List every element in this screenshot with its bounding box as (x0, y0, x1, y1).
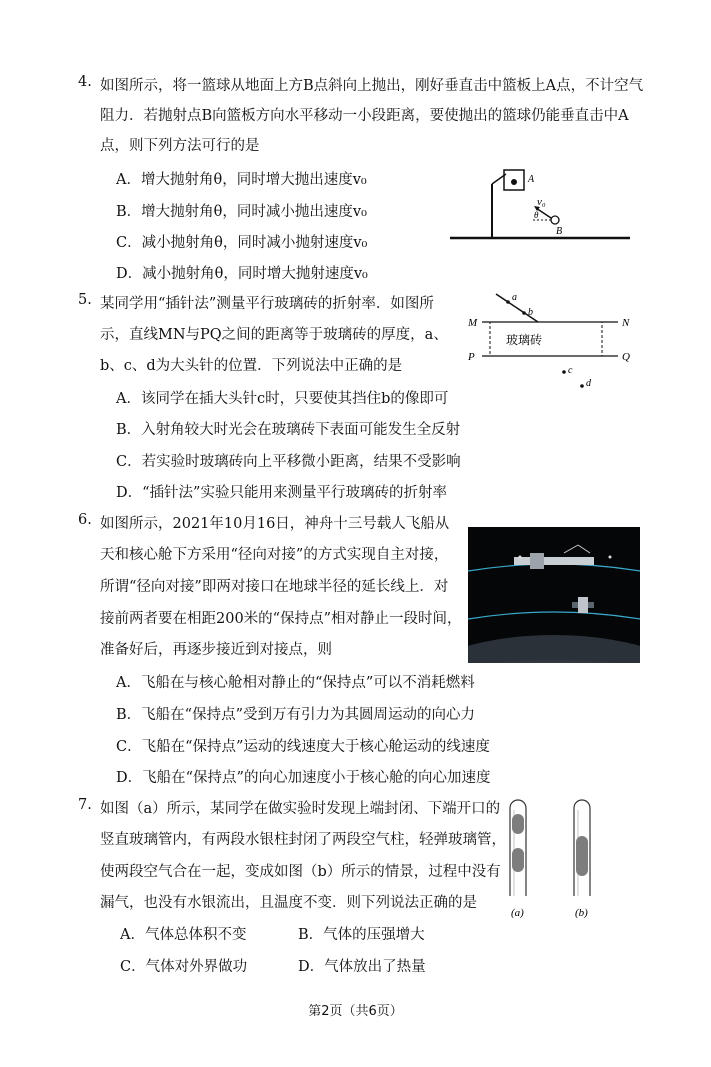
q7-line-4: 漏气，也没有水银流出，且温度不变．则下列说法正确的是 (100, 895, 477, 911)
q7-line-3: 使两段空气合在一起，变成如图（b）所示的情景，过程中没有 (100, 864, 501, 880)
core-module-node (530, 553, 544, 569)
pin-b (522, 311, 526, 315)
q7-option-d[interactable]: D．气体放出了热量 (298, 959, 426, 975)
q5-line-3: b、c、d为大头针的位置．下列说法中正确的是 (100, 358, 403, 374)
label-fig-b: (b) (575, 907, 588, 919)
point-a-dot (511, 179, 517, 185)
q5-option-b[interactable]: B．入射角较大时光会在玻璃砖下表面可能发生全反射 (116, 422, 461, 438)
marker-left (519, 556, 522, 559)
q5-option-a[interactable]: A．该同学在插大头针c时，只要使其挡住b的像即可 (116, 391, 449, 407)
label-a: A (528, 174, 535, 185)
space-station-photo (468, 527, 640, 663)
q6-line-1: 如图所示，2021年10月16日，神舟十三号载人飞船从 (100, 516, 450, 532)
label-pin-c: c (568, 365, 573, 376)
q5-option-c[interactable]: C．若实验时玻璃砖向上平移微小距离，结果不受影响 (116, 454, 461, 470)
q7-line-1: 如图（a）所示，某同学在做实验时发现上端封闭、下端开口的 (100, 801, 501, 817)
q4-line-2: 阻力．若抛射点B向篮板方向水平移动一小段距离，要使抛出的篮球仍能垂直击中A (100, 108, 629, 124)
glass-tube-figure (500, 796, 610, 926)
q4-option-d[interactable]: D．减小抛射角θ，同时增大抛射速度v₀ (116, 266, 368, 282)
q6-line-4: 接前两者要在相距200米的“保持点”相对静止一段时间， (100, 611, 462, 627)
q6-option-d[interactable]: D．飞船在“保持点”的向心加速度小于核心舱的向心加速度 (116, 770, 491, 786)
q4-line-3: 点，则下列方法可行的是 (100, 138, 260, 154)
label-fig-a: (a) (511, 907, 524, 919)
pin-d (580, 384, 584, 388)
page-footer: 第2页（共6页） (308, 1004, 403, 1019)
label-m: M (468, 317, 478, 329)
q4-number: 4. (78, 74, 92, 90)
mercury-a-bottom (512, 848, 524, 872)
q6-option-b[interactable]: B．飞船在“保持点”受到万有引力为其圆周运动的向心力 (116, 707, 475, 723)
spacecraft-icon (578, 597, 588, 613)
q4-option-a[interactable]: A．增大抛射角θ，同时增大抛出速度v₀ (116, 172, 367, 188)
q7-option-a[interactable]: A．气体总体积不变 (120, 927, 247, 943)
label-n: N (622, 317, 630, 329)
q6-option-c[interactable]: C．飞船在“保持点”运动的线速度大于核心舱运动的线速度 (116, 739, 490, 755)
q6-number: 6. (78, 512, 92, 528)
mercury-b (576, 836, 588, 876)
pin-c (562, 370, 566, 374)
q5-line-2: 示，直线MN与PQ之间的距离等于玻璃砖的厚度，a、 (100, 327, 448, 343)
label-v0: v₀ (537, 196, 546, 208)
pin-a (506, 300, 510, 304)
basketball-icon (551, 216, 559, 224)
q6-line-2: 天和核心舱下方采用“径向对接”的方式实现自主对接， (100, 547, 449, 563)
label-p: P (468, 351, 475, 363)
spacecraft-panel-right (588, 602, 594, 608)
q4-option-b[interactable]: B．增大抛射角θ，同时减小抛出速度v₀ (116, 204, 367, 220)
q4-option-c[interactable]: C．减小抛射角θ，同时减小抛射速度v₀ (116, 235, 368, 251)
label-theta: θ (534, 210, 539, 220)
q6-line-3: 所谓“径向对接”即两对接口在地球半径的延长线上．对 (100, 579, 449, 595)
glass-brick-label: 玻璃砖 (506, 333, 543, 347)
glass-brick-figure (460, 288, 640, 394)
q7-number: 7. (78, 797, 92, 813)
core-module-icon (514, 557, 594, 565)
q4-line-1: 如图所示，将一篮球从地面上方B点斜向上抛出，刚好垂直击中篮板上A点，不计空气 (100, 78, 644, 94)
q7-option-b[interactable]: B．气体的压强增大 (298, 927, 425, 943)
mercury-a-top (512, 814, 524, 834)
q6-line-5: 准备好后，再逐步接近到对接点，则 (100, 642, 332, 658)
q5-line-1: 某同学用“插针法”测量平行玻璃砖的折射率．如图所 (100, 296, 434, 312)
label-pin-a: a (512, 292, 517, 303)
label-pin-b: b (528, 307, 533, 318)
marker-right (609, 556, 612, 559)
q7-line-2: 竖直玻璃管内，有两段水银柱封闭了两段空气柱，轻弹玻璃管， (100, 832, 506, 848)
q5-number: 5. (78, 292, 92, 308)
q7-option-c[interactable]: C．气体对外界做功 (120, 959, 248, 975)
q6-option-a[interactable]: A．飞船在与核心舱相对静止的“保持点”可以不消耗燃料 (116, 675, 475, 691)
label-pin-d: d (586, 378, 591, 389)
label-b: B (556, 226, 563, 237)
label-q: Q (622, 351, 630, 363)
q5-option-d[interactable]: D．“插针法”实验只能用来测量平行玻璃砖的折射率 (116, 485, 447, 501)
spacecraft-panel-left (572, 602, 578, 608)
basketball-figure (440, 160, 640, 246)
